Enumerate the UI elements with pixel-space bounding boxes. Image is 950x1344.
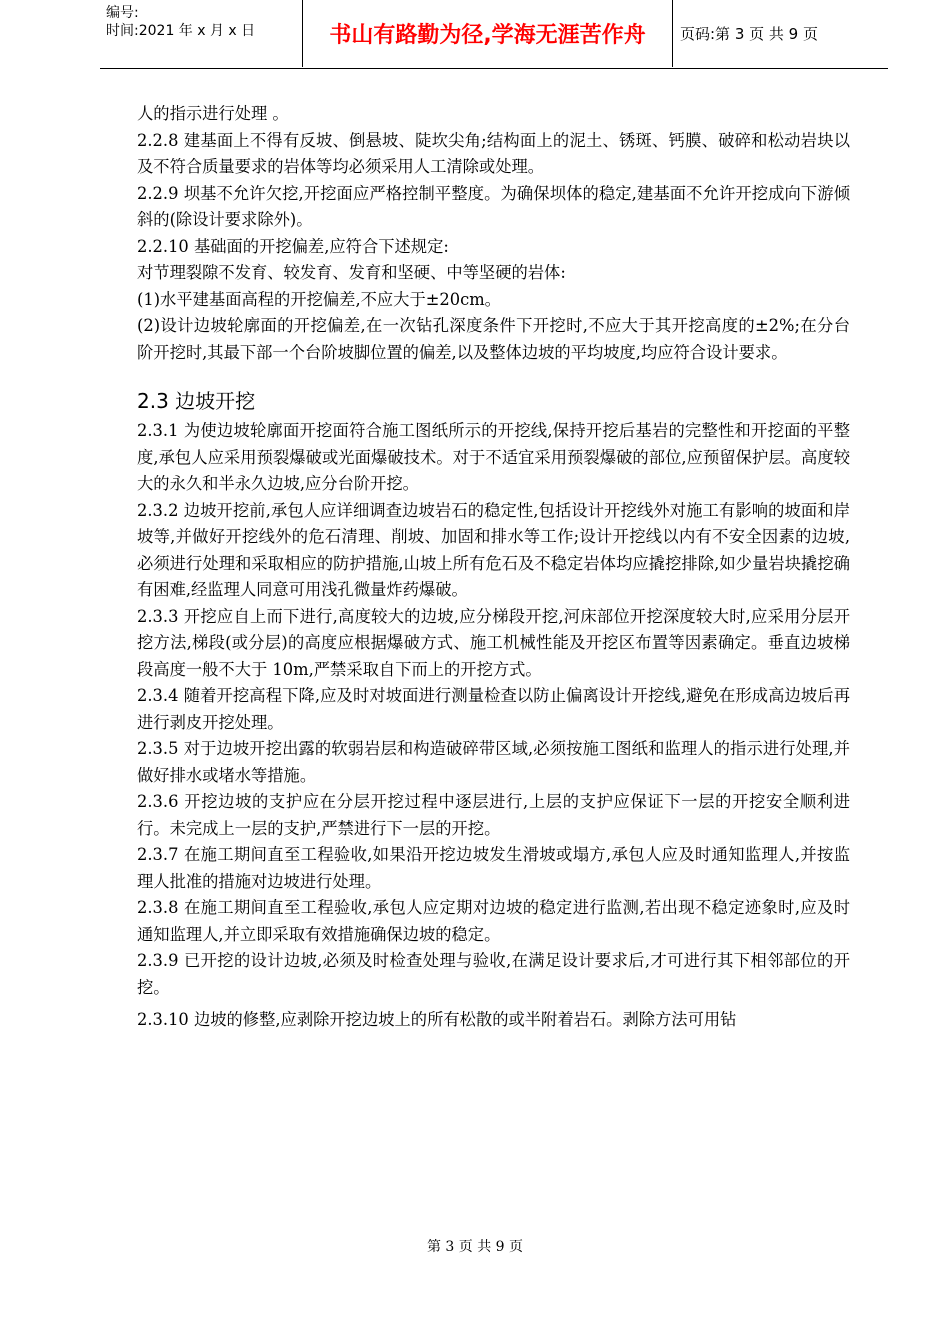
paragraph: 2.2.10 基础面的开挖偏差,应符合下述规定:	[137, 236, 449, 256]
paragraph: 2.3.8 在施工期间直至工程验收,承包人应定期对边坡的稳定进行监测,若出现不稳定迹象时,应及时通知监理人,并立即采取有效措施确保边坡的稳定。	[137, 898, 850, 944]
serial-label: 编号:	[106, 5, 139, 21]
paragraph: 2.3.7 在施工期间直至工程验收,如果沿开挖边坡发生滑坡或塌方,承包人应及时通知监理人,并按监理人批准的措施对边坡进行处理。	[137, 845, 850, 891]
paragraph: 2.3.6 开挖边坡的支护应在分层开挖过程中逐层进行,上层的支护应保证下一层的开挖安全顺利进行。未完成上一层的支护,严禁进行下一层的开挖。	[137, 792, 850, 838]
time-label: 时间:2021 年 x 月 x 日	[106, 23, 256, 39]
paragraph: 2.3.10 边坡的修整,应剥除开挖边坡上的所有松散的或半附着岩石。剥除方法可用钻	[137, 1010, 737, 1029]
paragraph: 2.3.9 已开挖的设计边坡,必须及时检查处理与验收,在满足设计要求后,才可进行其下相邻部位的开挖。	[137, 951, 850, 997]
paragraph: 2.3.2 边坡开挖前,承包人应详细调查边坡岩石的稳定性,包括设计开挖线外对施工有影响的坡面和岸坡等,并做好开挖线外的危石清理、削坡、加固和排水等工作;设计开挖线以内有不安全因素的边坡,必须进行处理和采取相应的防护措施,山坡上所有危石及不稳定岩体均应撬挖排除,如少量岩块撬挖确有困难,经监理人同意可用浅孔微量炸药爆破。	[137, 500, 850, 599]
paragraph: 2.2.9 坝基不允许欠挖,开挖面应严格控制平整度。为确保坝体的稳定,建基面不允许开挖成向下游倾斜的(除设计要求除外)。	[137, 183, 850, 229]
header-page-info: 页码:第 3 页 共 9 页	[680, 25, 818, 43]
header-meta	[100, 0, 303, 67]
paragraph: 2.3.4 随着开挖高程下降,应及时对坡面进行测量检查以防止偏离设计开挖线,避免在形成高边坡后再进行剥皮开挖处理。	[137, 686, 850, 732]
paragraph: (2)设计边坡轮廓面的开挖偏差,在一次钻孔深度条件下开挖时,不应大于其开挖高度的±2%;在分台阶开挖时,其最下部一个台阶坡脚位置的偏差,以及整体边坡的平均坡度,均应符合设计要求。	[137, 316, 850, 362]
paragraph: 2.3.5 对于边坡开挖出露的软弱岩层和构造破碎带区域,必须按施工图纸和监理人的指示进行处理,并做好排水或堵水等措施。	[137, 739, 850, 785]
document-body	[137, 101, 850, 1034]
paragraph: 2.3.3 开挖应自上而下进行,高度较大的边坡,应分梯段开挖,河床部位开挖深度较大时,应采用分层开挖方法,梯段(或分层)的高度应根据爆破方式、施工机械性能及开挖区布置等因素确定。垂直边坡梯段高度一般不大于 10m,严禁采取自下而上的开挖方式。	[137, 606, 850, 679]
paragraph: 人的指示进行处理 。	[137, 104, 289, 123]
header-motto: 书山有路勤为径,学海无涯苦作舟	[303, 0, 673, 67]
paragraph: 2.2.8 建基面上不得有反坡、倒悬坡、陡坎尖角;结构面上的泥土、锈斑、钙膜、破碎和松动岩块以及不符合质量要求的岩体等均必须采用人工清除或处理。	[137, 130, 850, 176]
paragraph: 2.3.1 为使边坡轮廓面开挖面符合施工图纸所示的开挖线,保持开挖后基岩的完整性和开挖面的平整度,承包人应采用预裂爆破或光面爆破技术。对于不适宜采用预裂爆破的部位,应预留保护层。高度较大的永久和半永久边坡,应分台阶开挖。	[137, 421, 850, 493]
page-footer	[0, 1236, 950, 1256]
paragraph: 对节理裂隙不发育、较发育、发育和坚硬、中等坚硬的岩体:	[137, 263, 566, 282]
page-header	[100, 0, 888, 69]
paragraph: (1)水平建基面高程的开挖偏差,不应大于±20cm。	[137, 289, 501, 309]
footer-page-number: 第 3 页 共 9 页	[426, 1239, 524, 1255]
section-title: 2.3 边坡开挖	[137, 389, 256, 413]
